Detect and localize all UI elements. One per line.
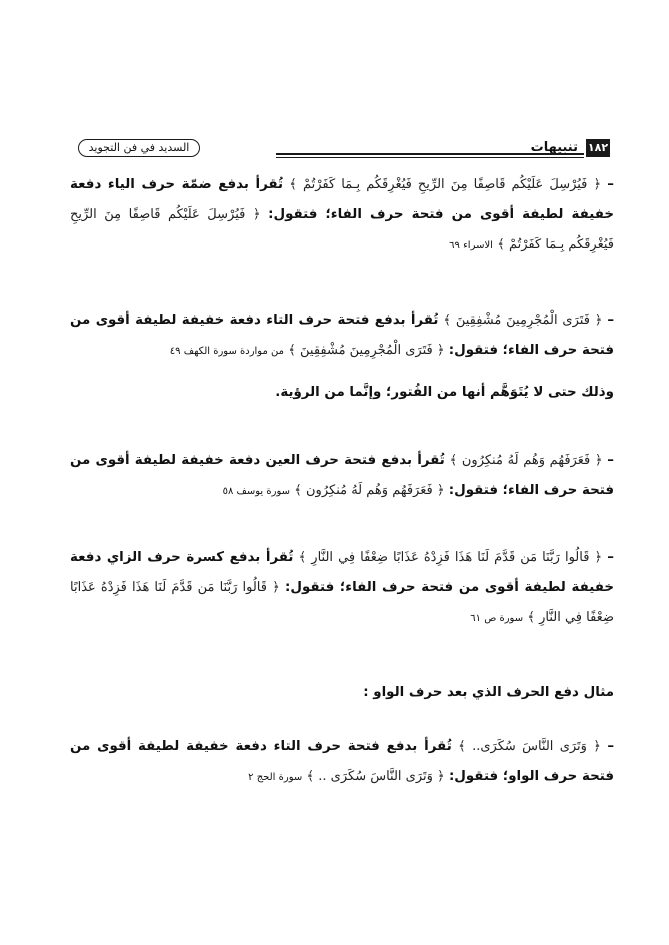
rule-block-2 — [70, 306, 614, 367]
verse-quote: ﴿ وَتَرَى النَّاسَ سُكَرَى.. ﴾ — [458, 739, 601, 754]
verse-quote: ﴿ قَالُوا رَبَّنَا مَن قَدَّمَ لَنَا هَذَا فَزِدْهُ عَذَابًا ضِعْفًا فِي النَّارِ ﴾ — [298, 550, 603, 565]
book-title: السديد في فن التجويد — [78, 139, 200, 157]
verse-quote-repeat: ﴿ فَتَرَى الْمُجْرِمِينَ مُشْفِقِينَ ﴾ — [288, 343, 445, 358]
section-heading: مثال دفع الحرف الذي بعد حرف الواو : — [363, 685, 614, 700]
verse-quote: ﴿ فَعَرَفَهُم وَهُم لَهُ مُنكِرُون ﴾ — [449, 453, 603, 468]
verse-quote-repeat: ﴿ قَالُوا رَبَّنَا مَن قَدَّمَ لَنَا هَذَا فَزِدْهُ عَذَابًا ضِعْفًا فِي النَّارِ ﴾ — [70, 580, 614, 625]
verse-quote-repeat: ﴿ وَتَرَى النَّاسَ سُكَرَى .. ﴾ — [306, 769, 445, 784]
rule-text: تُقرأ بدفع فتحة حرف التاء دفعة خفيفة لطيفة أقوى من فتحة حرف الفاء؛ فتقول: — [70, 313, 614, 358]
verse-quote-repeat: ﴿ فَيُرْسِلَ عَلَيْكُم قَاصِفًا مِنَ الرِّيحِ فَيُغْرِقَكُم بِـمَا كَفَرْتُمْ ﴾ — [70, 207, 614, 252]
dash: – — [607, 739, 615, 754]
verse-reference: من مواردة سورة الكهف ٤٩ — [169, 346, 284, 357]
dash: – — [607, 313, 615, 328]
header-rule — [276, 153, 584, 155]
dash: – — [607, 453, 614, 468]
rule-text: تُقرأ بدفع فتحة حرف التاء دفعة خفيفة لطيفة أقوى من فتحة حرف الواو؛ فتقول: — [70, 739, 614, 784]
header-rule-thin — [276, 157, 584, 158]
rule-paragraph — [70, 170, 614, 261]
rule-block-1 — [70, 170, 614, 261]
chapter-title: تنبيهات — [530, 140, 578, 155]
rule-text: تُقرأ بدفع كسرة حرف الزاي دفعة خفيفة لطيفة أقوى من فتحة حرف الفاء؛ فتقول: — [70, 550, 614, 595]
verse-quote: ﴿ فَيُرْسِلَ عَلَيْكُم قَاصِفًا مِنَ الرِّيحِ فَيُغْرِقَكُم بِـمَا كَفَرْتُمْ ﴾ — [289, 177, 602, 192]
rule-block-3 — [70, 446, 614, 507]
note-block — [70, 378, 614, 408]
dash: – — [607, 550, 614, 565]
rule-text: تُقرأ بدفع ضمّة حرف الياء دفعة خفيفة لطيفة أقوى من فتحة حرف الفاء؛ فتقول: — [70, 177, 614, 222]
verse-quote: ﴿ فَتَرَى الْمُجْرِمِينَ مُشْفِقِينَ ﴾ — [443, 313, 603, 328]
verse-reference: سورة يوسف ٥٨ — [222, 486, 290, 497]
rule-paragraph — [70, 732, 614, 793]
section-heading-block — [70, 678, 614, 708]
rule-block-5 — [70, 732, 614, 793]
running-header — [78, 139, 610, 157]
verse-quote-repeat: ﴿ فَعَرَفَهُم وَهُم لَهُ مُنكِرُون ﴾ — [294, 483, 445, 498]
verse-reference: الاسراء ٦٩ — [449, 240, 493, 251]
rule-paragraph — [70, 446, 614, 507]
note-text: وذلك حتى لا يُتَوَهَّم أنها من الفُتور؛ وإنَّما من الرؤية. — [275, 385, 614, 400]
rule-block-4 — [70, 543, 614, 634]
page-number: ١٨٢ — [586, 139, 610, 157]
rule-paragraph — [70, 543, 614, 634]
rule-text: تُقرأ بدفع فتحة حرف العين دفعة خفيفة لطيفة أقوى من فتحة حرف الفاء؛ فتقول: — [70, 453, 614, 498]
verse-reference: سورة الحج ٢ — [248, 772, 303, 783]
rule-paragraph — [70, 306, 614, 367]
verse-reference: سورة ص ٦١ — [470, 613, 524, 624]
dash: – — [607, 177, 614, 192]
